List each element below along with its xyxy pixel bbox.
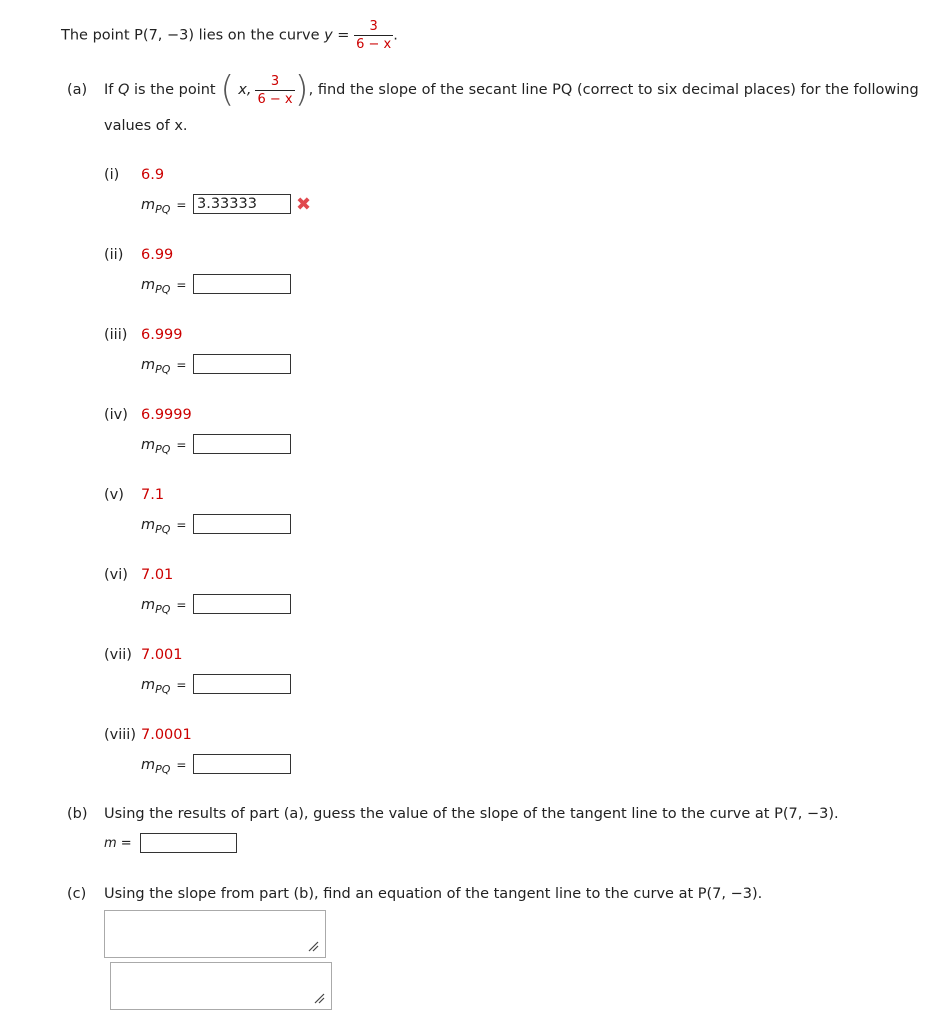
mpq-equals: = [176, 518, 187, 532]
mpq-label [141, 437, 186, 456]
part-b-text: Using the results of part (a), guess the value of the slope of the tangent line to the curve at P(7, −3). [104, 806, 839, 822]
tangent-equation-textarea-2[interactable] [110, 962, 332, 1010]
mpq-label [141, 517, 186, 536]
slope-answer-input[interactable] [193, 434, 291, 454]
slope-answer-input[interactable]: 3.33333 [193, 194, 291, 214]
part-c-label: (c) [67, 886, 87, 902]
right-paren: ) [294, 69, 309, 110]
slope-answer-input[interactable] [193, 594, 291, 614]
item-label: (ii) [104, 247, 124, 263]
mpq-equals: = [176, 198, 187, 212]
slope-answer-input[interactable] [193, 754, 291, 774]
mpq-m: m [141, 357, 156, 373]
mpq-m: m [141, 197, 156, 213]
item-x-value: 6.99 [141, 247, 174, 263]
m-label: m = [104, 836, 132, 851]
mpq-equals: = [176, 438, 187, 452]
mpq-sub: PQ [155, 443, 171, 456]
part-a-text-line2: values of x. [104, 118, 188, 134]
mpq-label [141, 277, 186, 296]
mpq-m: m [141, 277, 156, 293]
mpq-sub: PQ [155, 603, 171, 616]
mpq-label [141, 757, 186, 776]
item-label: (i) [104, 167, 120, 183]
resize-handle-icon[interactable] [307, 940, 319, 952]
mpq-label [141, 197, 186, 216]
mpq-m: m [141, 677, 156, 693]
tangent-equation-textarea-1[interactable] [104, 910, 326, 958]
item-x-value: 6.9 [141, 167, 165, 183]
part-a-label: (a) [67, 82, 88, 98]
item-label: (vii) [104, 647, 132, 663]
mpq-m: m [141, 517, 156, 533]
part-b-label: (b) [67, 806, 88, 822]
mpq-sub: PQ [155, 203, 171, 216]
item-label: (vi) [104, 567, 128, 583]
slope-answer-input[interactable] [193, 354, 291, 374]
mpq-m: m [141, 757, 156, 773]
slope-answer-input[interactable] [193, 274, 291, 294]
mpq-m: m [141, 597, 156, 613]
mpq-sub: PQ [155, 523, 171, 536]
mpq-equals: = [176, 598, 187, 612]
intro-fraction: $\frac{3}{6 - x}$ [356, 19, 392, 52]
item-label: (v) [104, 487, 124, 503]
item-x-value: 7.1 [141, 487, 165, 503]
mpq-equals: = [176, 278, 187, 292]
mpq-label [141, 677, 186, 696]
intro-text: The point P(7, −3) lies on the curve y = $\frac{3}{6 - x}$ . [61, 19, 398, 52]
slope-answer-input[interactable] [193, 674, 291, 694]
point-fraction: $\frac{3}{6 - x}$ [257, 73, 293, 107]
mpq-sub: PQ [155, 363, 171, 376]
mpq-sub: PQ [155, 283, 171, 296]
mpq-equals: = [176, 358, 187, 372]
incorrect-icon: ✖ [296, 194, 312, 215]
slope-answer-input[interactable] [193, 514, 291, 534]
item-x-value: 7.01 [141, 567, 174, 583]
mpq-equals: = [176, 678, 187, 692]
item-x-value: 7.0001 [141, 727, 192, 743]
resize-handle-icon[interactable] [313, 992, 325, 1004]
part-a-text: If Q is the point ( x, $\frac{3}{6 - x}$ ) , find the slope of the secant line PQ (correct to six decimal places) for the following [104, 69, 919, 110]
slope-input[interactable] [140, 833, 237, 853]
item-label: (viii) [104, 727, 136, 743]
item-x-value: 7.001 [141, 647, 183, 663]
mpq-label [141, 597, 186, 616]
mpq-m: m [141, 437, 156, 453]
left-paren: ( [220, 69, 235, 110]
mpq-sub: PQ [155, 763, 171, 776]
mpq-label [141, 357, 186, 376]
item-x-value: 6.9999 [141, 407, 192, 423]
mpq-sub: PQ [155, 683, 171, 696]
part-c-text: Using the slope from part (b), find an equation of the tangent line to the curve at P(7, −3). [104, 886, 763, 902]
item-label: (iii) [104, 327, 128, 343]
mpq-equals: = [176, 758, 187, 772]
item-label: (iv) [104, 407, 128, 423]
item-x-value: 6.999 [141, 327, 183, 343]
